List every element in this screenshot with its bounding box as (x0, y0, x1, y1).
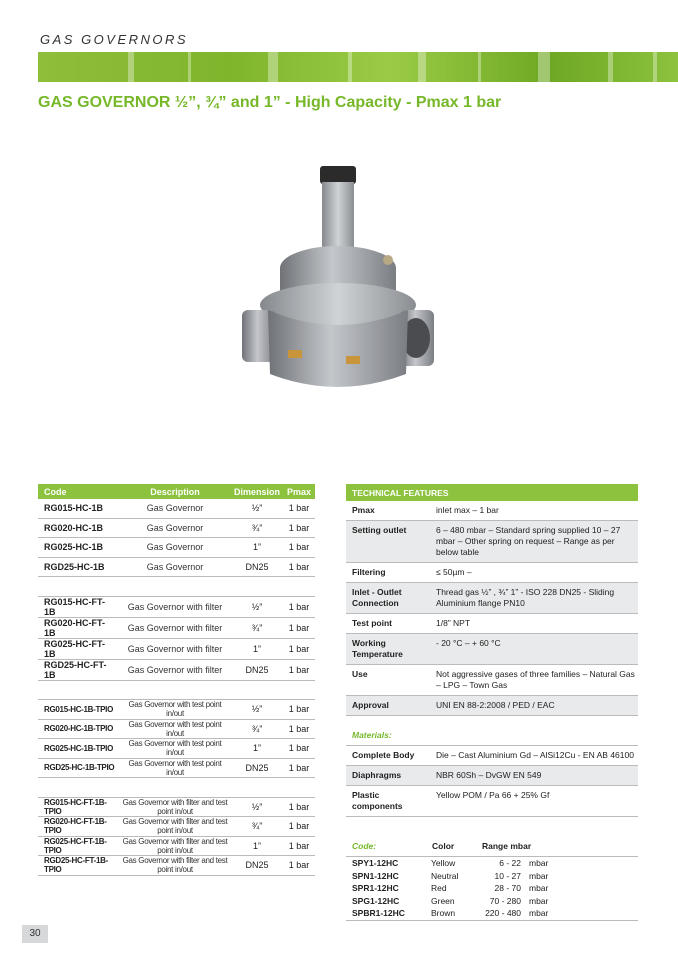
product-description: Gas Governor with filter (119, 617, 231, 638)
spring-range: 70 - 280 (489, 895, 521, 906)
col-description: Description (119, 484, 231, 499)
product-code: RGD25-HC-FT-1B-TPIO (38, 856, 119, 876)
product-dimension: DN25 (231, 758, 283, 778)
spring-unit: mbar (529, 895, 549, 906)
product-description: Gas Governor with test point in/out (119, 700, 231, 720)
product-pmax: 1 bar (283, 817, 315, 837)
product-pmax: 1 bar (283, 499, 315, 518)
product-description: Gas Governor with filter and test point in/out (119, 817, 231, 837)
product-pmax: 1 bar (283, 538, 315, 558)
table-spacer-row (38, 680, 315, 700)
product-dimension: DN25 (231, 557, 283, 577)
product-code: RG025-HC-1B (38, 538, 119, 558)
spring-row (346, 907, 638, 920)
product-pmax: 1 bar (283, 836, 315, 856)
spring-color: Neutral (431, 870, 459, 881)
spacer-cell (38, 778, 315, 798)
feature-row (346, 583, 638, 614)
spring-range: 10 - 27 (494, 870, 521, 881)
feature-label: Approval (346, 696, 433, 716)
material-value: Die – Cast Aluminium Gd – AlSi12Cu - EN AB 46100 (433, 746, 638, 766)
product-code: RG015-HC-FT-1B (38, 596, 119, 617)
product-code: RG015-HC-1B (38, 499, 119, 518)
product-description: Gas Governor (119, 518, 231, 538)
product-dimension: ¾” (231, 817, 283, 837)
table-row (38, 617, 315, 638)
product-code: RG025-HC-FT-1B (38, 638, 119, 659)
spring-code: SPBR1-12HC (346, 907, 431, 920)
material-label: Plastic components (346, 786, 433, 817)
spring-code: SPG1-12HC (352, 895, 400, 906)
product-pmax: 1 bar (283, 617, 315, 638)
product-code: RG025-HC-1B-TPIO (38, 739, 119, 759)
spring-color: Yellow (431, 858, 456, 869)
product-dimension: 1” (231, 836, 283, 856)
col-code: Code (38, 484, 119, 499)
product-pmax: 1 bar (283, 739, 315, 759)
gas-governor-image (228, 160, 448, 420)
product-table (38, 484, 315, 876)
product-dimension: ½” (231, 499, 283, 518)
feature-row (346, 563, 638, 583)
table-row (38, 836, 315, 856)
feature-row (346, 634, 638, 665)
product-code: RG015-HC-1B-TPIO (38, 700, 119, 720)
spring-col-color: Color (431, 836, 481, 857)
feature-row (346, 614, 638, 634)
spring-unit: mbar (529, 883, 549, 894)
product-description: Gas Governor (119, 557, 231, 577)
product-description: Gas Governor with filter and test point in/out (119, 797, 231, 817)
materials-heading-row (346, 716, 638, 746)
product-code: RG020-HC-1B-TPIO (38, 719, 119, 739)
spring-unit: mbar (529, 870, 549, 881)
table-row (38, 739, 315, 759)
table-spacer-row (38, 577, 315, 597)
spring-row (346, 857, 638, 870)
product-dimension: ¾” (231, 518, 283, 538)
table-row (38, 797, 315, 817)
product-pmax: 1 bar (283, 659, 315, 680)
page-title: GAS GOVERNOR ½”, ¾” and 1” - High Capacity - Pmax 1 bar (38, 94, 502, 111)
product-description: Gas Governor (119, 499, 231, 518)
product-description: Gas Governor with test point in/out (119, 739, 231, 759)
spring-row (346, 895, 638, 908)
product-pmax: 1 bar (283, 719, 315, 739)
product-dimension: 1” (231, 538, 283, 558)
header-band (38, 52, 678, 82)
product-pmax: 1 bar (283, 856, 315, 876)
feature-label: Filtering (346, 563, 433, 583)
col-pmax: Pmax (283, 484, 315, 499)
table-row (38, 557, 315, 577)
spring-col-range: Range mbar (481, 836, 638, 857)
technical-features-table (346, 484, 638, 817)
spring-color: Brown (431, 907, 481, 920)
product-dimension: ½” (231, 700, 283, 720)
product-pmax: 1 bar (283, 797, 315, 817)
spring-code: SPN1-12HC (352, 870, 399, 881)
product-dimension: 1” (231, 739, 283, 759)
table-row (38, 856, 315, 876)
product-dimension: 1” (231, 638, 283, 659)
feature-row (346, 521, 638, 563)
technical-features-body (346, 501, 638, 817)
material-value: Yellow POM / Pa 66 + 25% Gf (433, 786, 638, 817)
spring-col-code: Code: (346, 836, 431, 857)
feature-value: 6 – 480 mbar – Standard spring supplied 10 – 27 mbar – Other spring on request – Range as per below table (433, 521, 638, 563)
spacer-cell (38, 577, 315, 597)
feature-row (346, 501, 638, 521)
section-title: GAS GOVERNORS (40, 32, 189, 47)
product-dimension: DN25 (231, 659, 283, 680)
product-code: RG020-HC-FT-1B-TPIO (38, 817, 119, 837)
material-label: Diaphragms (346, 766, 433, 786)
material-row (346, 746, 638, 766)
feature-label: Setting outlet (346, 521, 433, 563)
material-row (346, 786, 638, 817)
product-code: RG020-HC-1B (38, 518, 119, 538)
spring-color: Green (431, 895, 455, 906)
product-dimension: ½” (231, 596, 283, 617)
product-code: RGD25-HC-1B (38, 557, 119, 577)
spacer-cell (38, 680, 315, 700)
feature-label: Inlet - Outlet Connection (346, 583, 433, 614)
spring-unit: mbar (529, 907, 638, 920)
feature-row (346, 665, 638, 696)
spring-code: SPR1-12HC (352, 883, 399, 894)
product-description: Gas Governor with test point in/out (119, 719, 231, 739)
product-pmax: 1 bar (283, 758, 315, 778)
product-dimension: ½” (231, 797, 283, 817)
table-row (38, 659, 315, 680)
product-description: Gas Governor with filter (119, 596, 231, 617)
table-row (38, 499, 315, 518)
feature-label: Use (346, 665, 433, 696)
spring-unit: mbar (529, 858, 549, 869)
spring-row (346, 870, 638, 883)
table-row (38, 538, 315, 558)
table-row (38, 700, 315, 720)
product-description: Gas Governor with filter (119, 659, 231, 680)
materials-label: Materials: (346, 716, 638, 746)
product-description: Gas Governor with filter and test point in/out (119, 836, 231, 856)
spring-range: 220 - 480 (481, 907, 529, 920)
product-code: RG025-HC-FT-1B-TPIO (38, 836, 119, 856)
feature-value: 1/8” NPT (433, 614, 638, 634)
material-row (346, 766, 638, 786)
product-description: Gas Governor with filter (119, 638, 231, 659)
table-row (38, 638, 315, 659)
technical-features-heading: TECHNICAL FEATURES (346, 484, 638, 501)
product-pmax: 1 bar (283, 518, 315, 538)
table-row (38, 518, 315, 538)
material-value: NBR 60Sh – DvGW EN 549 (433, 766, 638, 786)
table-row (38, 719, 315, 739)
product-code: RG015-HC-FT-1B-TPIO (38, 797, 119, 817)
product-pmax: 1 bar (283, 700, 315, 720)
spring-table (346, 836, 638, 921)
product-pmax: 1 bar (283, 557, 315, 577)
feature-row (346, 696, 638, 716)
spring-code: SPY1-12HC (352, 858, 399, 869)
product-code: RG020-HC-FT-1B (38, 617, 119, 638)
feature-value: Thread gas ½” , ¾” 1” - ISO 228 DN25 - Sliding Aluminium flange PN10 (433, 583, 638, 614)
material-label: Complete Body (346, 746, 433, 766)
spring-row (346, 882, 638, 895)
product-dimension: DN25 (231, 856, 283, 876)
product-description: Gas Governor with filter and test point in/out (119, 856, 231, 876)
spring-range: 6 - 22 (499, 858, 521, 869)
feature-label: Pmax (346, 501, 433, 521)
product-dimension: ¾” (231, 719, 283, 739)
spring-table-body (346, 857, 638, 921)
product-dimension: ¾” (231, 617, 283, 638)
feature-value: Not aggressive gases of three families – Natural Gas – LPG – Town Gas (433, 665, 638, 696)
feature-value: UNI EN 88-2:2008 / PED / EAC (433, 696, 638, 716)
product-code: RGD25-HC-1B-TPIO (38, 758, 119, 778)
feature-label: Test point (346, 614, 433, 634)
product-pmax: 1 bar (283, 596, 315, 617)
table-spacer-row (38, 778, 315, 798)
product-description: Gas Governor with test point in/out (119, 758, 231, 778)
product-description: Gas Governor (119, 538, 231, 558)
feature-label: Working Temperature (346, 634, 433, 665)
table-row (38, 817, 315, 837)
col-dimension: Dimension (231, 484, 283, 499)
product-code: RGD25-HC-FT-1B (38, 659, 119, 680)
feature-value: - 20 °C – + 60 °C (433, 634, 638, 665)
table-row (38, 758, 315, 778)
feature-value: ≤ 50µm – (433, 563, 638, 583)
table-row (38, 596, 315, 617)
spring-color: Red (431, 883, 447, 894)
product-table-body (38, 499, 315, 875)
spring-range: 28 - 70 (494, 883, 521, 894)
page-number: 30 (22, 925, 48, 943)
feature-value: inlet max – 1 bar (433, 501, 638, 521)
product-pmax: 1 bar (283, 638, 315, 659)
